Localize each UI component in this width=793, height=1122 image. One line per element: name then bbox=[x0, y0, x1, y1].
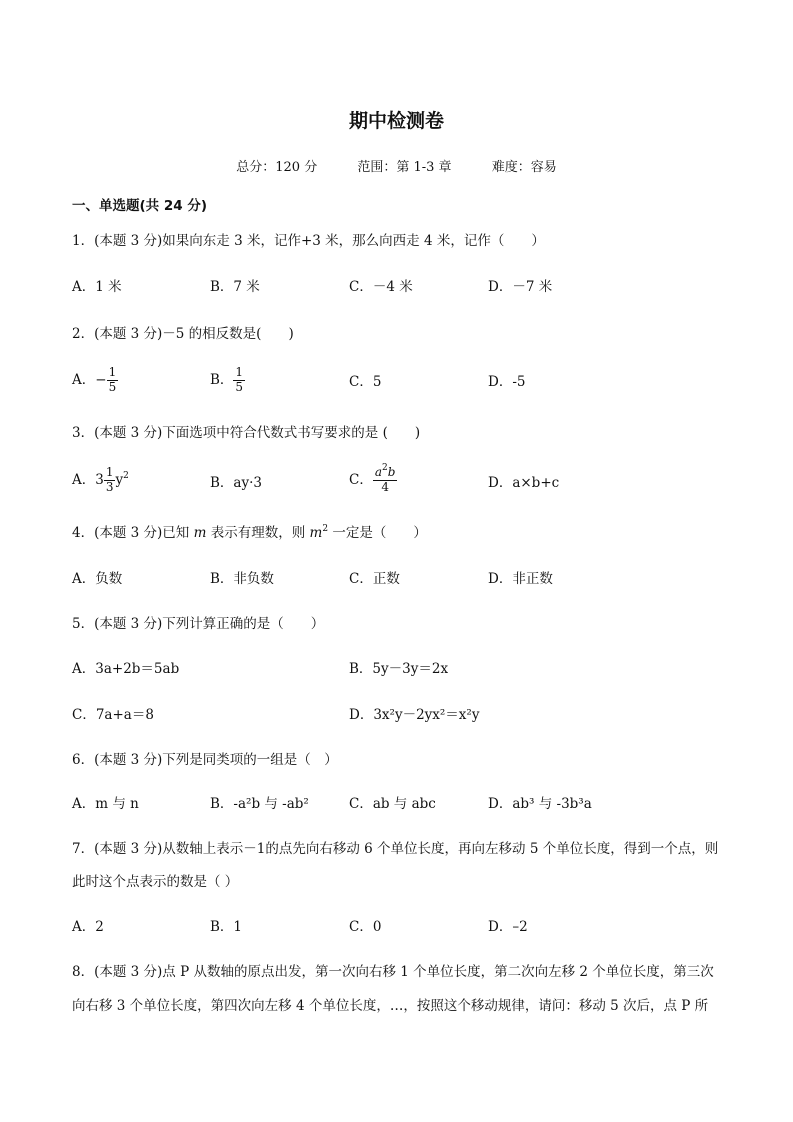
q3-a-whole: 3 bbox=[95, 471, 104, 488]
q6-option-d: D．ab³ 与 -3b³a bbox=[488, 796, 592, 812]
q3-a-fraction bbox=[104, 466, 116, 495]
q6-option-c: C．ab 与 abc bbox=[349, 796, 436, 812]
q3-c-exponent: 2 bbox=[382, 463, 388, 473]
q5-option-d: D．3x²y－2yx²＝x²y bbox=[349, 707, 480, 723]
q1-option-a: A．1 米 bbox=[72, 279, 122, 295]
q3-c-fraction bbox=[373, 463, 398, 495]
q2-b-denominator: 5 bbox=[235, 379, 244, 394]
q4-stem-post: 一定是（ ） bbox=[328, 525, 427, 541]
q2-option-a bbox=[72, 366, 118, 395]
q4-var-m-squared: m bbox=[309, 525, 323, 541]
q2-b-prefix: B． bbox=[210, 371, 234, 388]
question-7-line-2: 此时这个点表示的数是（ ） bbox=[72, 874, 239, 890]
q4-option-a: A．负数 bbox=[72, 571, 123, 587]
q3-c-var-b: b bbox=[387, 465, 396, 479]
q6-option-b: B．-a²b 与 -ab² bbox=[210, 796, 309, 812]
question-6-stem: 6．(本题 3 分)下列是同类项的一组是（ ） bbox=[72, 752, 338, 768]
q2-b-fraction bbox=[233, 366, 245, 395]
q4-option-d: D．非正数 bbox=[488, 571, 553, 587]
q4-option-c: C．正数 bbox=[349, 571, 400, 587]
section-heading: 一、单选题(共 24 分) bbox=[72, 198, 208, 214]
q5-option-c: C．7a+a＝8 bbox=[72, 707, 154, 723]
page-title: 期中检测卷 bbox=[348, 110, 444, 132]
question-8-line-2: 向右移 3 个单位长度，第四次向左移 4 个单位长度，…，按照这个移动规律，请问：移动 5 次后，点 P 所 bbox=[72, 998, 709, 1014]
total-score: 总分：120 分 bbox=[236, 160, 318, 175]
q3-c-numerator bbox=[373, 463, 398, 481]
q2-a-denominator: 5 bbox=[108, 379, 117, 394]
question-2-stem: 2．(本题 3 分)－5 的相反数是( ) bbox=[72, 326, 294, 342]
q2-a-numerator: 1 bbox=[108, 365, 117, 379]
q2-a-sign: − bbox=[95, 371, 107, 388]
q5-option-a: A．3a+2b＝5ab bbox=[72, 661, 180, 677]
q2-a-fraction bbox=[107, 366, 119, 395]
difficulty: 难度：容易 bbox=[491, 160, 557, 175]
q6-option-a: A．m 与 n bbox=[72, 796, 139, 812]
q4-var-m: m bbox=[193, 525, 207, 541]
q3-a-exponent: 2 bbox=[123, 470, 129, 481]
q2-option-c: C．5 bbox=[349, 374, 382, 390]
question-3-stem: 3．(本题 3 分)下面选项中符合代数式书写要求的是 ( ) bbox=[72, 425, 421, 441]
exam-meta bbox=[0, 156, 793, 175]
q2-option-d: D．-5 bbox=[488, 374, 526, 390]
q2-a-prefix: A． bbox=[72, 371, 96, 388]
q3-option-c bbox=[349, 463, 397, 495]
q7-option-b: B．1 bbox=[210, 919, 243, 935]
q3-c-var-a: a bbox=[374, 465, 382, 479]
chapter-range: 范围：第 1-3 章 bbox=[357, 160, 452, 175]
q3-a-prefix: A． bbox=[72, 471, 96, 488]
q4-exponent: 2 bbox=[322, 524, 329, 534]
q1-option-d: D．－7 米 bbox=[488, 279, 553, 295]
q7-option-d: D．–2 bbox=[488, 919, 528, 935]
q3-option-a bbox=[72, 466, 129, 495]
q3-a-variable: y bbox=[115, 471, 124, 488]
q4-option-b: B．非负数 bbox=[210, 571, 274, 587]
q3-option-d: D．a×b+c bbox=[488, 475, 560, 491]
question-4-stem bbox=[72, 524, 427, 541]
question-7-line-1: 7．(本题 3 分)从数轴上表示－1的点先向右移动 6 个单位长度，再向左移动 5 个单位长度，得到一个点，则 bbox=[72, 841, 719, 857]
q1-option-b: B．7 米 bbox=[210, 279, 260, 295]
q2-b-numerator: 1 bbox=[235, 365, 244, 379]
q3-option-b: B．ay·3 bbox=[210, 475, 262, 491]
question-8-line-1: 8．(本题 3 分)点 P 从数轴的原点出发，第一次向右移 1 个单位长度，第二次向左移 2 个单位长度，第三次 bbox=[72, 964, 714, 980]
q4-stem-pre: 4．(本题 3 分)已知 bbox=[72, 525, 194, 541]
q7-option-a: A．2 bbox=[72, 919, 104, 935]
question-5-stem: 5．(本题 3 分)下列计算正确的是（ ） bbox=[72, 616, 325, 632]
q3-c-prefix: C． bbox=[349, 471, 373, 488]
q1-option-c: C．－4 米 bbox=[349, 279, 413, 295]
question-1-stem: 1．(本题 3 分)如果向东走 3 米，记作+3 米，那么向西走 4 米，记作（ ） bbox=[72, 233, 545, 249]
q3-c-denominator: 4 bbox=[381, 479, 389, 494]
q4-stem-mid: 表示有理数，则 bbox=[206, 525, 310, 541]
q2-option-b bbox=[210, 366, 245, 395]
q7-option-c: C．0 bbox=[349, 919, 382, 935]
q3-a-denominator: 3 bbox=[105, 479, 114, 494]
q3-a-numerator: 1 bbox=[105, 465, 114, 479]
q5-option-b: B．5y－3y＝2x bbox=[349, 661, 449, 677]
